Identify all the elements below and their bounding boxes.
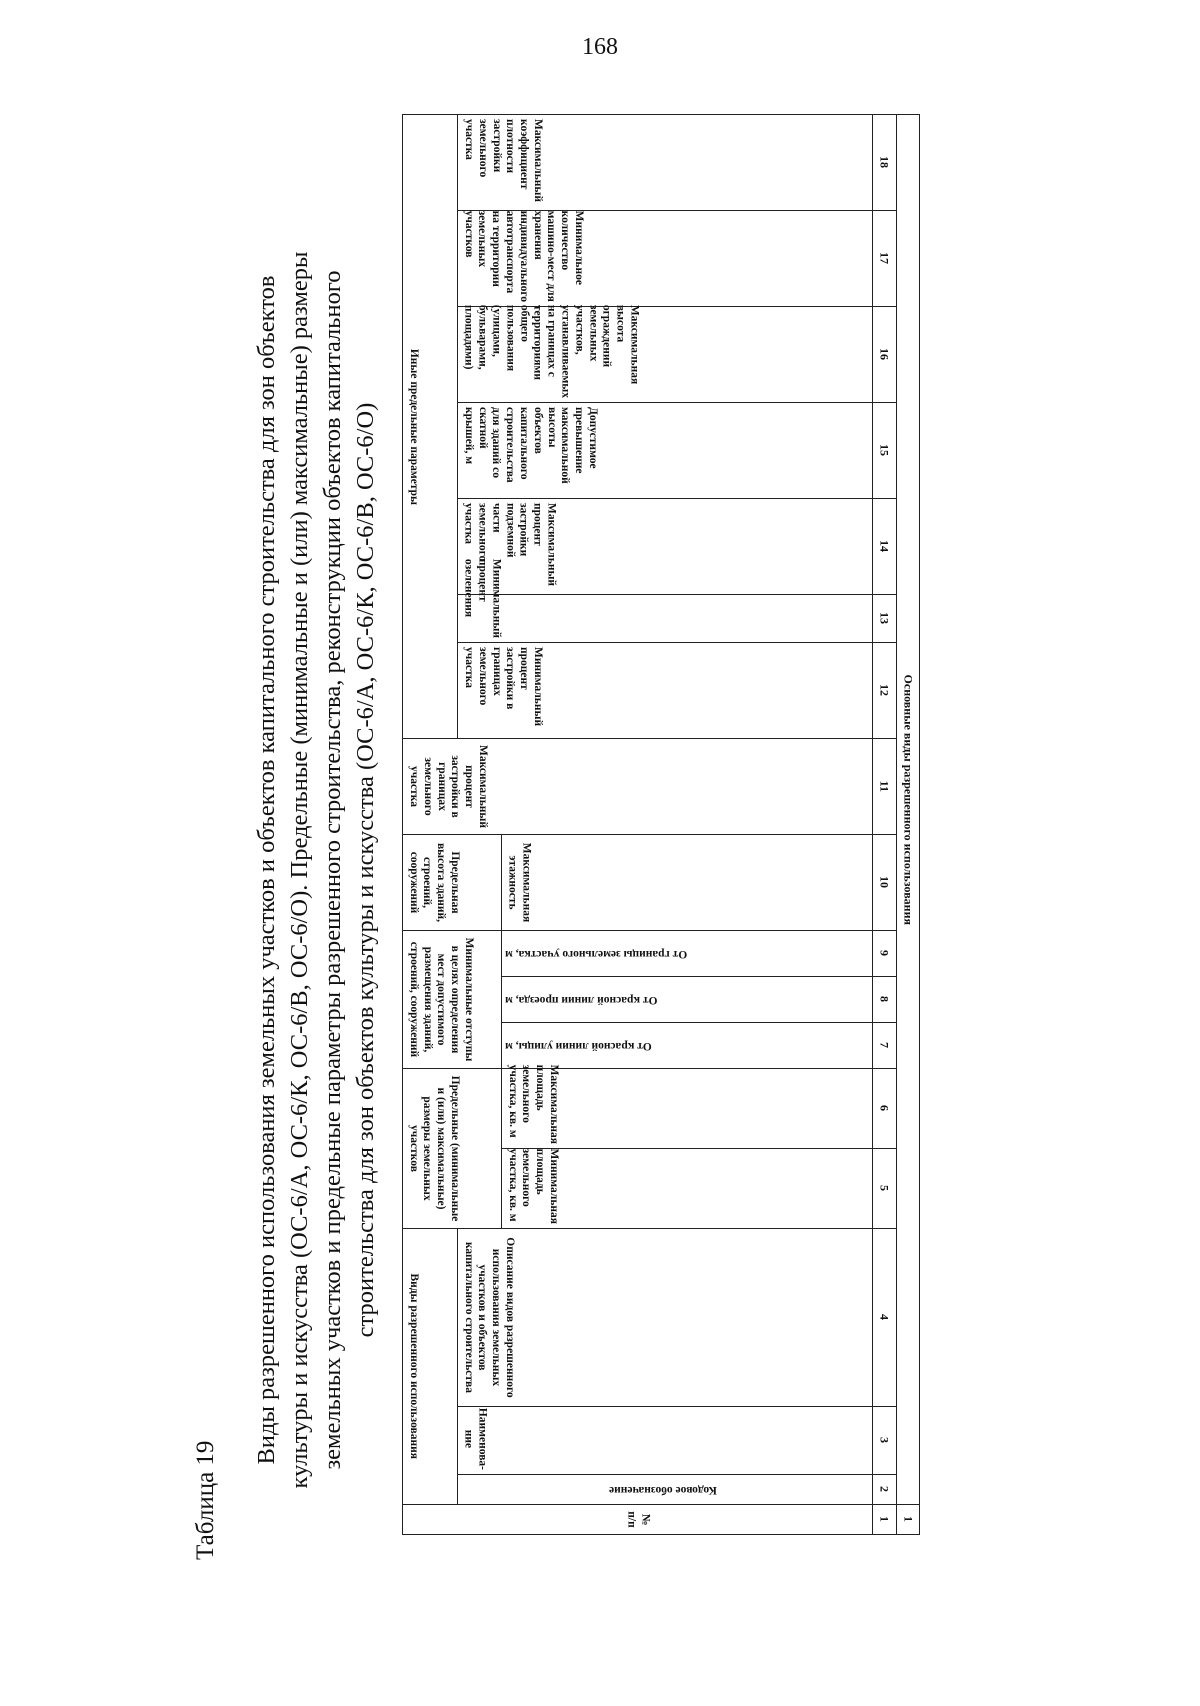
column-number: 1	[873, 1505, 896, 1535]
header-height-excess-label: Допустимое превышение максимальной высоты объектов капитального строительства для зданий со скатной крышей, м	[462, 406, 599, 484]
header-density	[457, 114, 873, 210]
column-number: 9	[873, 930, 896, 976]
table-label: Таблица 19	[192, 1440, 219, 1560]
header-fence-height-label: Максимальная высота ограждений земельных участков, устанавливаемых на границах с территориями общего пользования (улицами, бульварами, площадями)	[462, 304, 641, 398]
header-sizes	[403, 1068, 502, 1228]
header-height-excess	[457, 402, 873, 498]
header-setbacks	[403, 930, 502, 1068]
header-max-floors-label: Максимальная этажность	[507, 842, 533, 923]
parameters-table	[402, 114, 920, 1535]
column-number: 12	[873, 642, 896, 738]
column-number: 4	[873, 1228, 896, 1406]
column-number: 8	[873, 976, 896, 1022]
column-number: 2	[873, 1475, 896, 1505]
column-numbers-row	[873, 114, 896, 1534]
column-number: 13	[873, 594, 896, 642]
column-number: 17	[873, 210, 896, 306]
header-from-street-label: От красной линии улицы, м	[505, 1040, 653, 1053]
page-number: 168	[582, 34, 618, 60]
title-line: земельных участков и предельные параметры разрешенного строительства, реконструкции объектов капитального	[319, 270, 346, 1470]
landscape-page-content	[180, 105, 1000, 1595]
header-description-label: Описание видов разрешенного использования земельных участков и объектов капитального строительства	[462, 1237, 516, 1398]
header-from-passage-label: От красной линии проезда, м	[505, 994, 658, 1007]
header-max-underground-label: Максимальный процент застройки подземной части земельного участка	[462, 502, 558, 586]
header-name	[457, 1407, 873, 1475]
document-title	[250, 205, 382, 1535]
header-from-boundary	[502, 930, 873, 976]
header-np-label: № п/п	[625, 1511, 652, 1528]
header-kinds	[403, 1228, 458, 1504]
header-kinds-label: Виды разрешенного использования	[407, 1273, 420, 1460]
header-np	[403, 1505, 873, 1535]
section-row	[896, 114, 919, 1534]
header-other-params-label: Иные предельные параметры	[407, 348, 420, 505]
header-height-label: Предельная высота зданий, строений, сооружений	[407, 842, 462, 922]
header-code-label: Кодовое обозначение	[608, 1484, 717, 1497]
column-number: 3	[873, 1407, 896, 1475]
header-parking	[457, 210, 873, 306]
header-min-area-label: Минимальная площадь земельного участка, кв. м	[507, 1148, 561, 1224]
header-density-label: Максимальный коэффициент плотности застройки земельного участка	[462, 118, 544, 202]
header-setbacks-label: Минимальные отступы в целях определения мест допустимого размещения зданий, строений, сооружений	[407, 937, 475, 1062]
header-from-passage	[502, 976, 873, 1022]
column-number: 5	[873, 1148, 896, 1228]
title-line: Виды разрешенного использования земельных участков и объектов капитального строительства для зон объектов	[253, 275, 280, 1465]
header-other-params	[403, 114, 458, 738]
header-from-boundary-label: От границы земельного участка, м	[505, 948, 688, 961]
column-number: 16	[873, 306, 896, 402]
header-min-green-label: Минимальный процент озеленения	[462, 558, 503, 638]
title-line: культуры и искусства (ОС-6/А, ОС-6/К, ОС-6/В, ОС-6/О). Предельные (минимальные и (или) максимальные) размеры	[286, 251, 313, 1489]
column-number: 15	[873, 402, 896, 498]
header-max-underground	[457, 498, 873, 594]
header-max-floors	[502, 834, 873, 930]
column-number: 10	[873, 834, 896, 930]
section-row-label: Основные виды разрешенного использования	[896, 114, 919, 1504]
header-min-green	[457, 558, 873, 642]
column-number: 7	[873, 1022, 896, 1068]
header-parking-label: Минимальное количество машино-мест для хранения индивидуального автотранспорта на территории земельных участков	[462, 210, 585, 302]
header-sizes-label: Предельные (минимальные и (или) максимальные) размеры земельных участков	[407, 1075, 462, 1222]
header-min-build-pct	[457, 642, 873, 738]
header-max-area-label: Максимальная площадь земельного участка, кв. м	[507, 1064, 561, 1144]
column-number: 11	[873, 738, 896, 834]
header-height	[403, 834, 502, 930]
header-name-label: Наименова-ние	[462, 1407, 489, 1470]
title-line: строительства для зон объектов культуры и искусства (ОС-6/А, ОС-6/К, ОС-6/В, ОС-6/О)	[352, 402, 379, 1338]
header-code	[457, 1475, 873, 1505]
column-number: 18	[873, 114, 896, 210]
header-from-street	[502, 1022, 873, 1068]
column-number: 14	[873, 498, 896, 594]
header-description	[457, 1228, 873, 1406]
header-min-area	[502, 1148, 873, 1228]
header-max-build-pct-label: Максимальный процент застройки в границах земельного участка	[407, 744, 489, 828]
column-number: 6	[873, 1068, 896, 1148]
header-min-build-pct-label: Минимальный процент застройки в границах земельного участка	[462, 646, 544, 727]
header-max-build-pct	[403, 738, 873, 834]
section-row-number: 1	[896, 1505, 919, 1535]
header-fence-height	[457, 306, 873, 402]
header-max-area	[502, 1064, 873, 1148]
